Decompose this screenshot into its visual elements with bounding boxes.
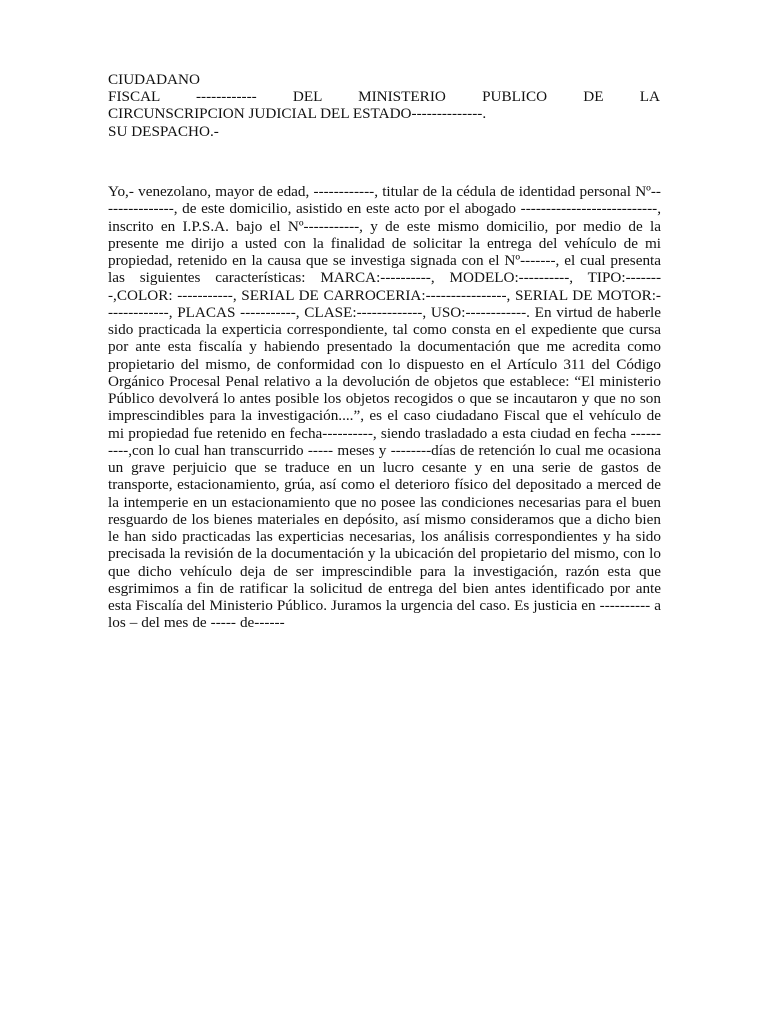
addressee-header <box>108 71 660 140</box>
header-line-3: CIRCUNSCRIPCION JUDICIAL DEL ESTADO--------------. <box>108 105 487 123</box>
header-line-4: SU DESPACHO.- <box>108 122 219 140</box>
header-line-2: FISCAL ------------ DEL MINISTERIO PUBLICO DE LA <box>108 88 660 106</box>
body-paragraph: Yo,- venezolano, mayor de edad, ------------, titular de la cédula de identidad personal Nº---------------, de este domicilio, asistido en este acto por el abogado ---------------------------, inscrito en I.P.S.A. bajo el Nº-----------, y de este mismo domicilio, por medio de la presente me dirijo a usted con la finalidad de solicitar la entrega del vehículo de mi propiedad, retenido en la causa que se investiga signada con el Nº-------, el cual presenta las siguientes características: MARCA:----------, MODELO:----------, TIPO:--------,COLOR: -----------, SERIAL DE CARROCERIA:----------------, SERIAL DE MOTOR:-------------, PLACAS -----------, CLASE:-------------, USO:------------. En virtud de haberle sido practicada la experticia correspondiente, tal como consta en el expediente que cursa por ante esta fiscalía y habiendo presentado la documentación que me acredita como propietario del mismo, de conformidad con lo dispuesto en el Artículo 311 del Código Orgánico Procesal Penal relativo a la devolución de objetos que establece: “El ministerio Público devolverá lo antes posible los objetos recogidos o que se incautaron y que no son imprescindibles para la investigación....”, es el caso ciudadano Fiscal que el vehículo de mi propiedad fue retenido en fecha----------, siendo trasladado a esta ciudad en fecha ----------,con lo cual han transcurrido ----- meses y --------días de retención lo cual me ocasiona un grave perjuicio que se traduce en un lucro cesante y en una serie de gastos de transporte, estacionamiento, grúa, así como el deterioro físico del depositado a merced de la intemperie en un estacionamiento que no posee las condiciones necesarias para el buen resguardo de los bienes materiales en depósito, así mismo consideramos que a dicho bien le han sido practicadas las experticias necesarias, los análisis correspondientes y ha sido precisada la revisión de la documentación y la ubicación del propietario del mismo, con lo que dicho vehículo deja de ser imprescindible para la investigación, razón esta que esgrimimos a fin de ratificar la solicitud de entrega del bien antes identificado por ante esta Fiscalía del Ministerio Público. Juramos la urgencia del caso. Es justicia en ---------- a los – del mes de ----- de------ <box>108 183 661 632</box>
header-line-1: CIUDADANO <box>108 71 200 88</box>
